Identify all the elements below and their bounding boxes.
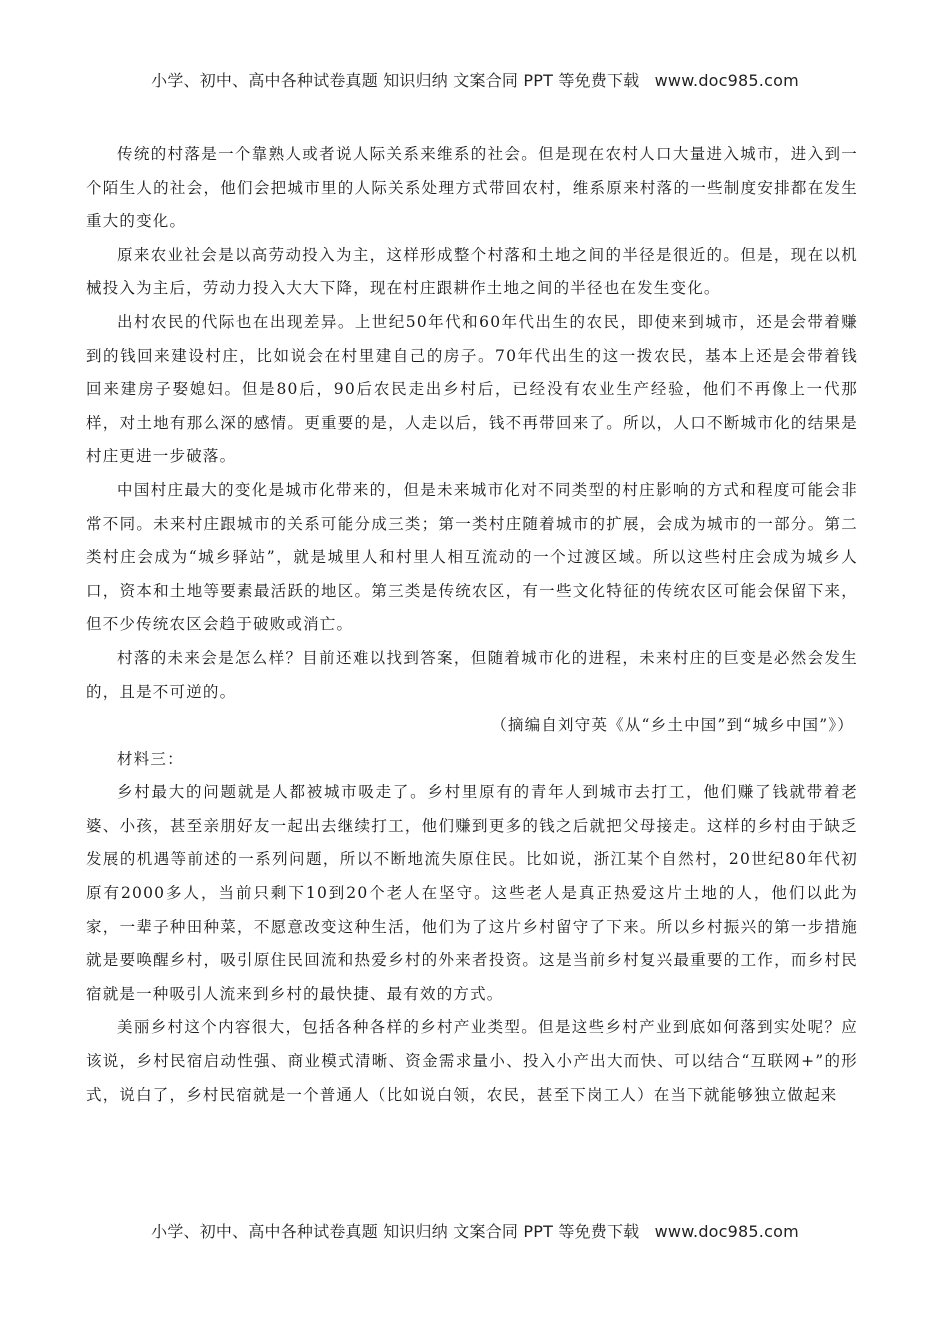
source-citation: （摘编自刘守英《从“乡土中国”到“城乡中国”》） [491,716,854,735]
footer-banner-text: 小学、初中、高中各种试卷真题 知识归纳 文案合同 PPT 等免费下载 [151,1222,640,1241]
paragraph: 中国村庄最大的变化是城市化带来的，但是未来城市化对不同类型的村庄影响的方式和程度可能会非常不同。未来村庄跟城市的关系可能分成三类；第一类村庄随着城市的扩展，会成为城市的一部分。第二类村庄会成为“城乡驿站”，就是城里人和村里人相互流动的一个过渡区域。所以这些村庄会成为城乡人口，资本和土地等要素最活跃的地区。第三类是传统农区，有一些文化特征的传统农区可能会保留下来，但不少传统农区会趋于破败或消亡。 [86,480,858,634]
paragraph: 乡村最大的问题就是人都被城市吸走了。乡村里原有的青年人到城市去打工，他们赚了钱就带着老婆、小孩，甚至亲朋好友一起出去继续打工，他们赚到更多的钱之后就把父母接走。这样的乡村由于缺乏发展的机遇等前述的一系列问题，所以不断地流失原住民。比如说，浙江某个自然村，20世纪80年代初原有2000多人，当前只剩下10到20个老人在坚守。这些老人是真正热爱这片土地的人，他们以此为家，一辈子种田种菜，不愿意改变这种生活，他们为了这片乡村留守了下来。所以乡村振兴的第一步措施就是要唤醒乡村，吸引原住民回流和热爱乡村的外来者投资。这是当前乡村复兴最重要的工作，而乡村民宿就是一种吸引人流来到乡村的最快捷、最有效的方式。 [86,783,858,1003]
paragraph: 出村农民的代际也在出现差异。上世纪50年代和60年代出生的农民，即使来到城市，还是会带着赚到的钱回来建设村庄，比如说会在村里建自己的房子。70年代出生的这一拨农民，基本上还是会带着钱回来建房子娶媳妇。但是80后，90后农民走出乡村后，已经没有农业生产经验，他们不再像上一代那样，对土地有那么深的感情。更重要的是，人走以后，钱不再带回来了。所以，人口不断城市化的结果是村庄更进一步破落。 [86,312,858,466]
footer-banner-link[interactable]: www.doc985.com [654,1222,799,1241]
header-banner [0,68,950,91]
paragraph: 村落的未来会是怎么样？目前还难以找到答案，但随着城市化的进程，未来村庄的巨变是必然会发生的，且是不可逆的。 [86,648,858,701]
header-banner-text: 小学、初中、高中各种试卷真题 知识归纳 文案合同 PPT 等免费下载 [151,71,640,90]
document-body [86,138,858,1112]
paragraph: 传统的村落是一个靠熟人或者说人际关系来维系的社会。但是现在农村人口大量进入城市，进入到一个陌生人的社会，他们会把城市里的人际关系处理方式带回农村，维系原来村落的一些制度安排都在发生重大的变化。 [86,145,858,231]
header-banner-link[interactable]: www.doc985.com [654,71,799,90]
paragraph: 美丽乡村这个内容很大，包括各种各样的乡村产业类型。但是这些乡村产业到底如何落到实处呢？应该说，乡村民宿启动性强、商业模式清晰、资金需求量小、投入小产出大而快、可以结合“互联网+”的形式，说白了，乡村民宿就是一个普通人（比如说白领，农民，甚至下岗工人）在当下就能够独立做起来 [86,1018,858,1104]
footer-banner [0,1219,950,1242]
material-label: 材料三： [117,749,184,768]
paragraph: 原来农业社会是以高劳动投入为主，这样形成整个村落和土地之间的半径是很近的。但是，现在以机械投入为主后，劳动力投入大大下降，现在村庄跟耕作土地之间的半径也在发生变化。 [86,245,858,298]
